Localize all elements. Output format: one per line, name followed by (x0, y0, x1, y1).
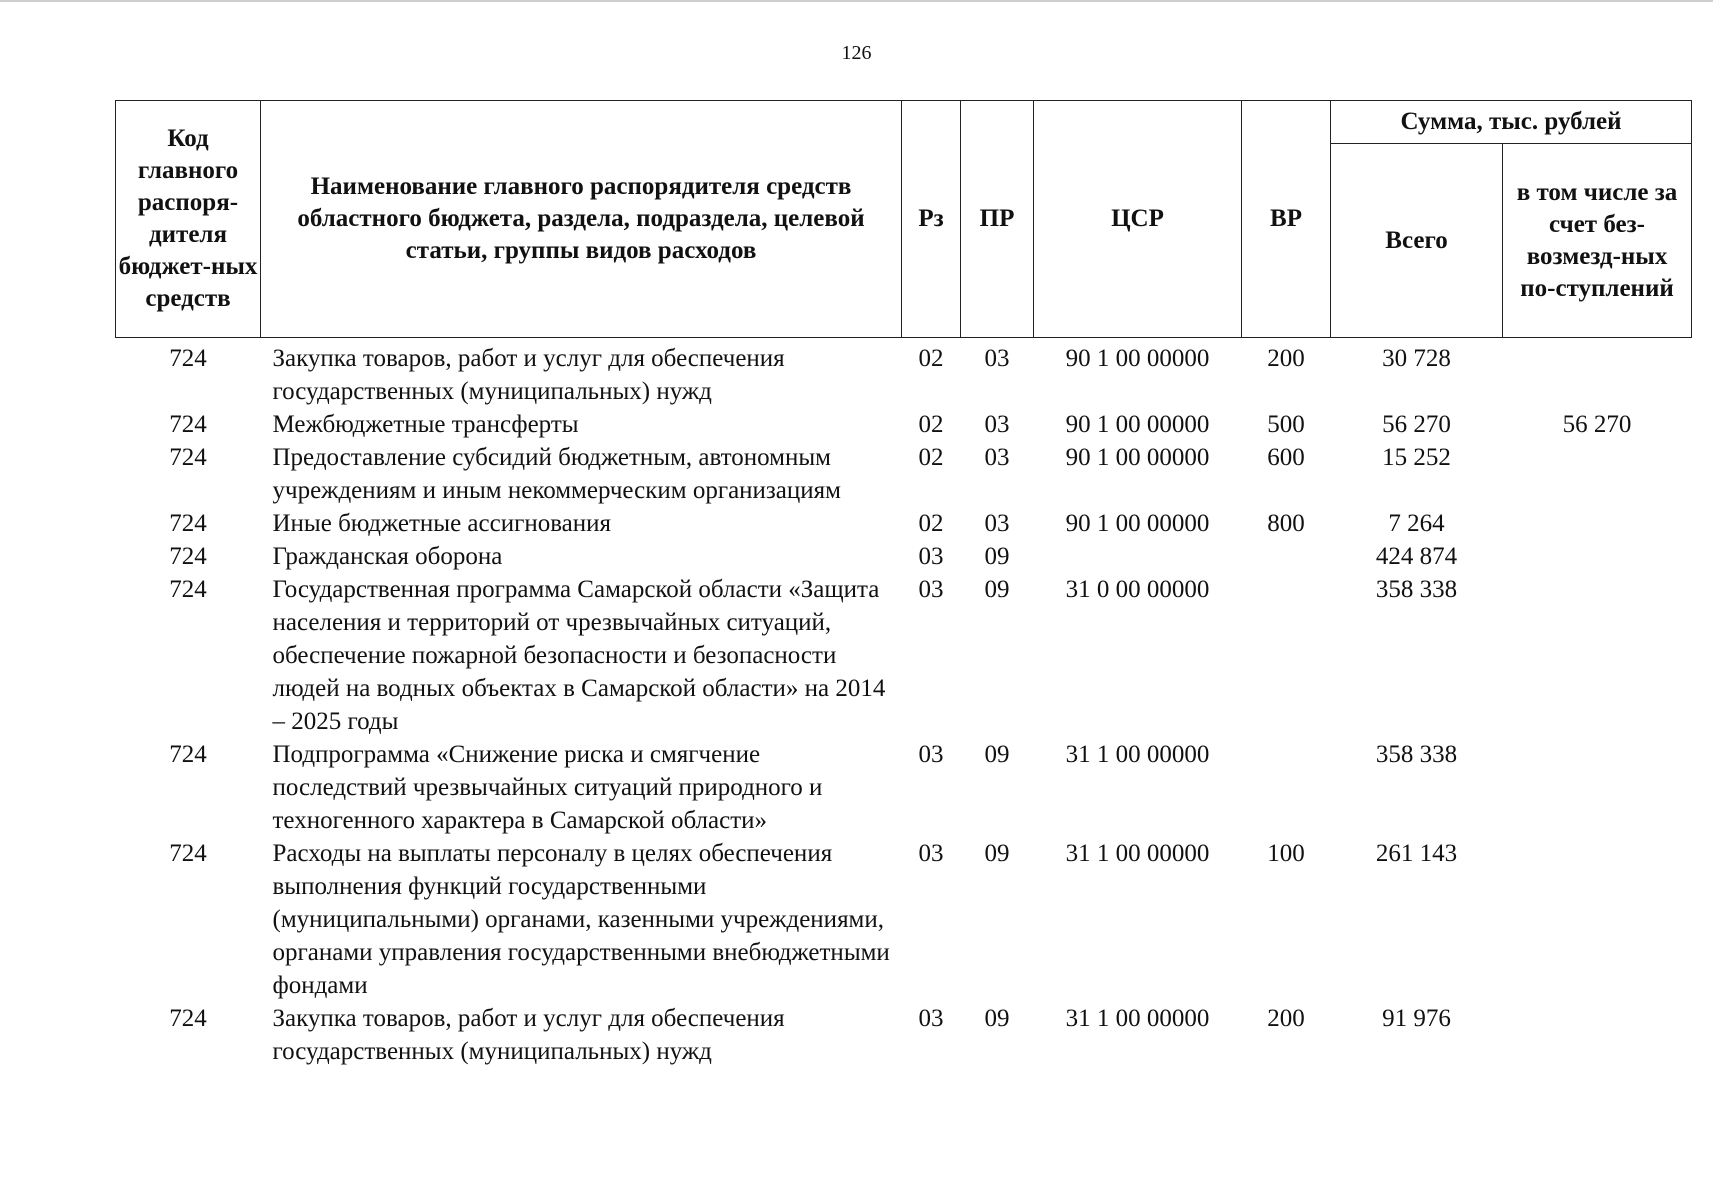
cell-rz: 02 (918, 444, 944, 471)
cell-free (1503, 738, 1692, 837)
cell-code: 724 (169, 510, 207, 537)
cell-name: Гражданская оборона (272, 543, 503, 570)
cell-name: Закупка товаров, работ и услуг для обеспечения государственных (муниципальных) нужд (272, 345, 785, 405)
table-row (116, 441, 1692, 507)
cell-name: Расходы на выплаты персоналу в целях обеспечения выполнения функций государственными (муниципальными) органами, казенными учреждениями, органами управления государственными внебюджетными фондами (272, 840, 890, 999)
table-row (116, 507, 1692, 540)
header-free: в том числе за счет без-возмезд-ных по-ступлений (1503, 144, 1692, 338)
cell-name: Межбюджетные трансферты (272, 411, 579, 438)
cell-free: 56 270 (1562, 411, 1632, 438)
cell-name: Иные бюджетные ассигнования (272, 510, 612, 537)
cell-code: 724 (169, 1005, 207, 1032)
cell-name: Закупка товаров, работ и услуг для обеспечения государственных (муниципальных) нужд (272, 1005, 785, 1065)
header-total: Всего (1331, 144, 1503, 338)
cell-total: 30 728 (1382, 345, 1451, 372)
cell-free (1503, 573, 1692, 738)
scan-edge (0, 0, 1713, 2)
table-header (116, 101, 1692, 338)
cell-free (1503, 338, 1692, 409)
cell-total: 91 976 (1382, 1005, 1451, 1032)
cell-code: 724 (169, 576, 207, 603)
cell-code: 724 (169, 444, 207, 471)
cell-pr: 03 (984, 510, 1010, 537)
cell-total: 56 270 (1382, 411, 1451, 438)
table-body (116, 338, 1692, 1069)
cell-rz: 02 (918, 510, 944, 537)
cell-csr: 31 1 00 00000 (1065, 1005, 1210, 1032)
cell-free (1503, 507, 1692, 540)
cell-name: Предоставление субсидий бюджетным, автономным учреждениям и иным некоммерческим организациям (272, 444, 841, 504)
cell-vr: 200 (1267, 1005, 1305, 1032)
cell-vr: 600 (1267, 444, 1305, 471)
cell-rz: 02 (918, 345, 944, 372)
cell-rz: 03 (918, 840, 944, 867)
header-rz: Рз (902, 101, 961, 338)
cell-csr: 90 1 00 00000 (1065, 510, 1210, 537)
cell-vr: 100 (1267, 840, 1305, 867)
cell-csr: 90 1 00 00000 (1065, 411, 1210, 438)
cell-rz: 03 (918, 543, 944, 570)
cell-pr: 09 (984, 543, 1010, 570)
cell-vr (1242, 540, 1331, 573)
cell-total: 261 143 (1375, 840, 1458, 867)
cell-code: 724 (169, 741, 207, 768)
cell-csr: 31 0 00 00000 (1065, 576, 1210, 603)
cell-rz: 02 (918, 411, 944, 438)
cell-vr: 200 (1267, 345, 1305, 372)
table-row (116, 837, 1692, 1002)
table-row (116, 540, 1692, 573)
cell-vr: 500 (1267, 411, 1305, 438)
cell-pr: 03 (984, 411, 1010, 438)
cell-pr: 03 (984, 345, 1010, 372)
header-name: Наименование главного распорядителя средств областного бюджета, раздела, подраздела, целевой статьи, группы видов расходов (261, 101, 902, 338)
cell-vr (1242, 573, 1331, 738)
cell-total: 424 874 (1375, 543, 1458, 570)
cell-rz: 03 (918, 576, 944, 603)
page-number: 126 (841, 42, 872, 64)
cell-free (1503, 540, 1692, 573)
cell-code: 724 (169, 840, 207, 867)
cell-pr: 09 (984, 840, 1010, 867)
table-row (116, 738, 1692, 837)
cell-free (1503, 1002, 1692, 1068)
cell-free (1503, 837, 1692, 1002)
cell-total: 358 338 (1375, 576, 1458, 603)
cell-code: 724 (169, 411, 207, 438)
header-csr: ЦСР (1034, 101, 1242, 338)
cell-vr: 800 (1267, 510, 1305, 537)
cell-code: 724 (169, 543, 207, 570)
header-vr: ВР (1242, 101, 1331, 338)
cell-code: 724 (169, 345, 207, 372)
cell-csr: 31 1 00 00000 (1065, 741, 1210, 768)
cell-name: Подпрограмма «Снижение риска и смягчение последствий чрезвычайных ситуаций природного и техногенного характера в Самарской области» (272, 741, 823, 834)
table-row (116, 408, 1692, 441)
cell-csr: 90 1 00 00000 (1065, 345, 1210, 372)
cell-csr (1034, 540, 1242, 573)
cell-total: 7 264 (1388, 510, 1445, 537)
cell-pr: 09 (984, 576, 1010, 603)
table-row (116, 338, 1692, 409)
cell-total: 358 338 (1375, 741, 1458, 768)
budget-table (115, 100, 1692, 1068)
cell-pr: 09 (984, 1005, 1010, 1032)
header-pr: ПР (961, 101, 1034, 338)
table-row (116, 573, 1692, 738)
cell-free (1503, 441, 1692, 507)
cell-csr: 90 1 00 00000 (1065, 444, 1210, 471)
cell-csr: 31 1 00 00000 (1065, 840, 1210, 867)
cell-total: 15 252 (1382, 444, 1451, 471)
cell-pr: 09 (984, 741, 1010, 768)
cell-rz: 03 (918, 1005, 944, 1032)
cell-pr: 03 (984, 444, 1010, 471)
table-row (116, 1002, 1692, 1068)
cell-rz: 03 (918, 741, 944, 768)
cell-name: Государственная программа Самарской области «Защита населения и территорий от чрезвычайных ситуаций, обеспечение пожарной безопасности и безопасности людей на водных объектах в Самарской области» на 2014 – 2025 годы (272, 576, 886, 735)
cell-vr (1242, 738, 1331, 837)
header-code: Код главного распоря-дителя бюджет-ных средств (116, 101, 261, 338)
header-sum: Сумма, тыс. рублей (1331, 101, 1692, 144)
